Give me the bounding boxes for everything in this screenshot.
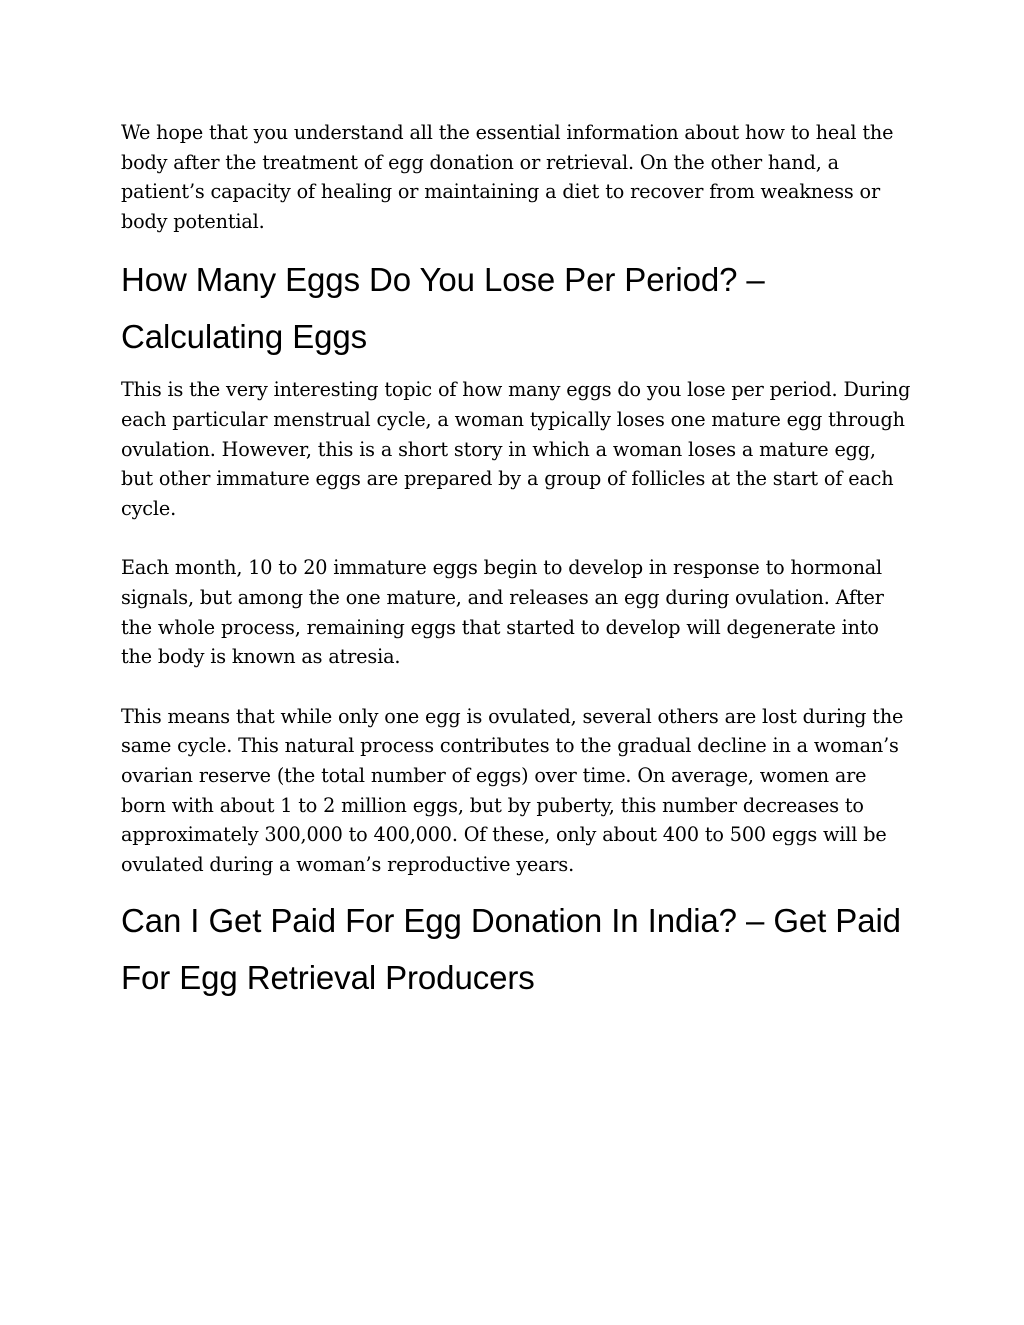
section-heading-eggs-per-period: How Many Eggs Do You Lose Per Period? – Calculating Eggs (121, 261, 765, 356)
intro-paragraph: We hope that you understand all the essential information about how to heal the body after the treatment of egg donation or retrieval. On the other hand, a patient’s capacity of healing or maintaining a diet to recover from weakness or body potential. (121, 121, 894, 233)
section-heading-paid-egg-donation: Can I Get Paid For Egg Donation In India? – Get Paid For Egg Retrieval Producers (121, 902, 901, 997)
monthly-development-paragraph: Each month, 10 to 20 immature eggs begin to develop in response to hormonal signals, but among the one mature, and releases an egg during ovulation. After the whole process, remaining eggs that started to develop will degenerate into the body is known as atresia. (121, 556, 884, 669)
ovarian-reserve-paragraph: This means that while only one egg is ovulated, several others are lost during the same cycle. This natural process contributes to the gradual decline in a woman’s ovarian reserve (the total number of eggs) over time. On average, women are born with about 1 to 2 million eggs, but by puberty, this number decreases to approximately 300,000 to 400,000. Of these, only about 400 to 500 eggs will be ovulated during a woman’s reproductive years. (121, 704, 904, 876)
eggs-per-period-paragraph: This is the very interesting topic of how many eggs do you lose per period. During each particular menstrual cycle, a woman typically loses one mature egg through ovulation. However, this is a short story in which a woman loses a mature egg, but other immature eggs are prepared by a group of follicles at the start of each cycle. (121, 378, 911, 520)
document-page (121, 118, 911, 1006)
